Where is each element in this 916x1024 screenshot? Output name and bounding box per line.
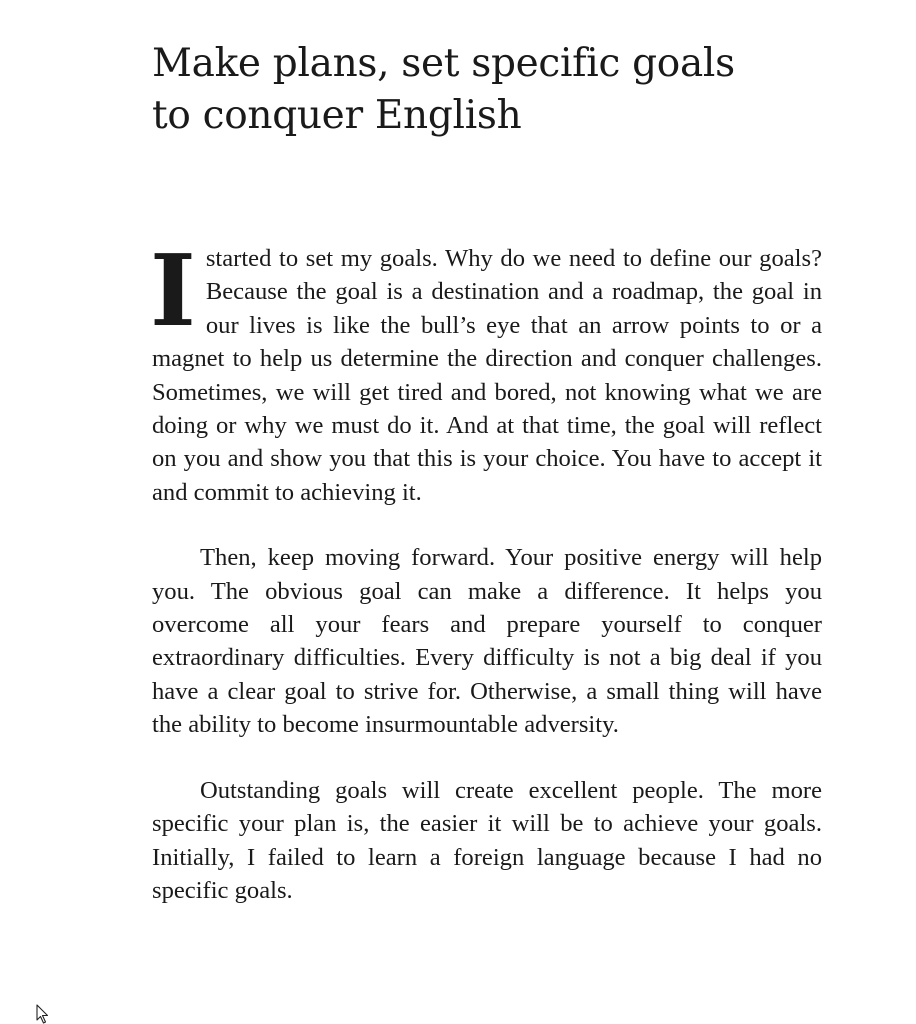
drop-cap: I — [150, 234, 196, 349]
paragraph-2: Then, keep moving forward. Your positive energy will help you. The obvious goal can make a difference. It helps you overcome all your fears and prepare yourself to conquer extraordinary difficulties. Every difficulty is not a big deal if you have a clear goal to strive for. Otherwise, a small thing will have the ability to become insurmountable adversity. — [152, 544, 822, 739]
chapter-title — [152, 38, 832, 142]
paragraph-3: Outstanding goals will create excellent people. The more specific your plan is, the easier it will be to achieve your goals. Initially, I failed to learn a foreign language because I had no specific goals. — [152, 776, 822, 904]
paragraph-1-text: started to set my goals. Why do we need to define our goals? Because the goal is a destination and a roadmap, the goal in our lives is like the bull’s eye that an arrow points to or a magnet to help us determine the direction and conquer challenges. Sometimes, we will get tired and bored, not knowing what we are doing or why we must do it. And at that time, the goal will reflect on you and show you that this is your choice. You have to accept it and commit to achieving it. — [152, 245, 822, 506]
body-text — [150, 234, 822, 939]
paragraph-1 — [150, 234, 822, 509]
chapter-title-line-1: Make plans, set specific goals — [152, 41, 735, 86]
chapter-title-line-2: to conquer English — [152, 93, 522, 138]
mouse-pointer-icon — [36, 1004, 50, 1024]
